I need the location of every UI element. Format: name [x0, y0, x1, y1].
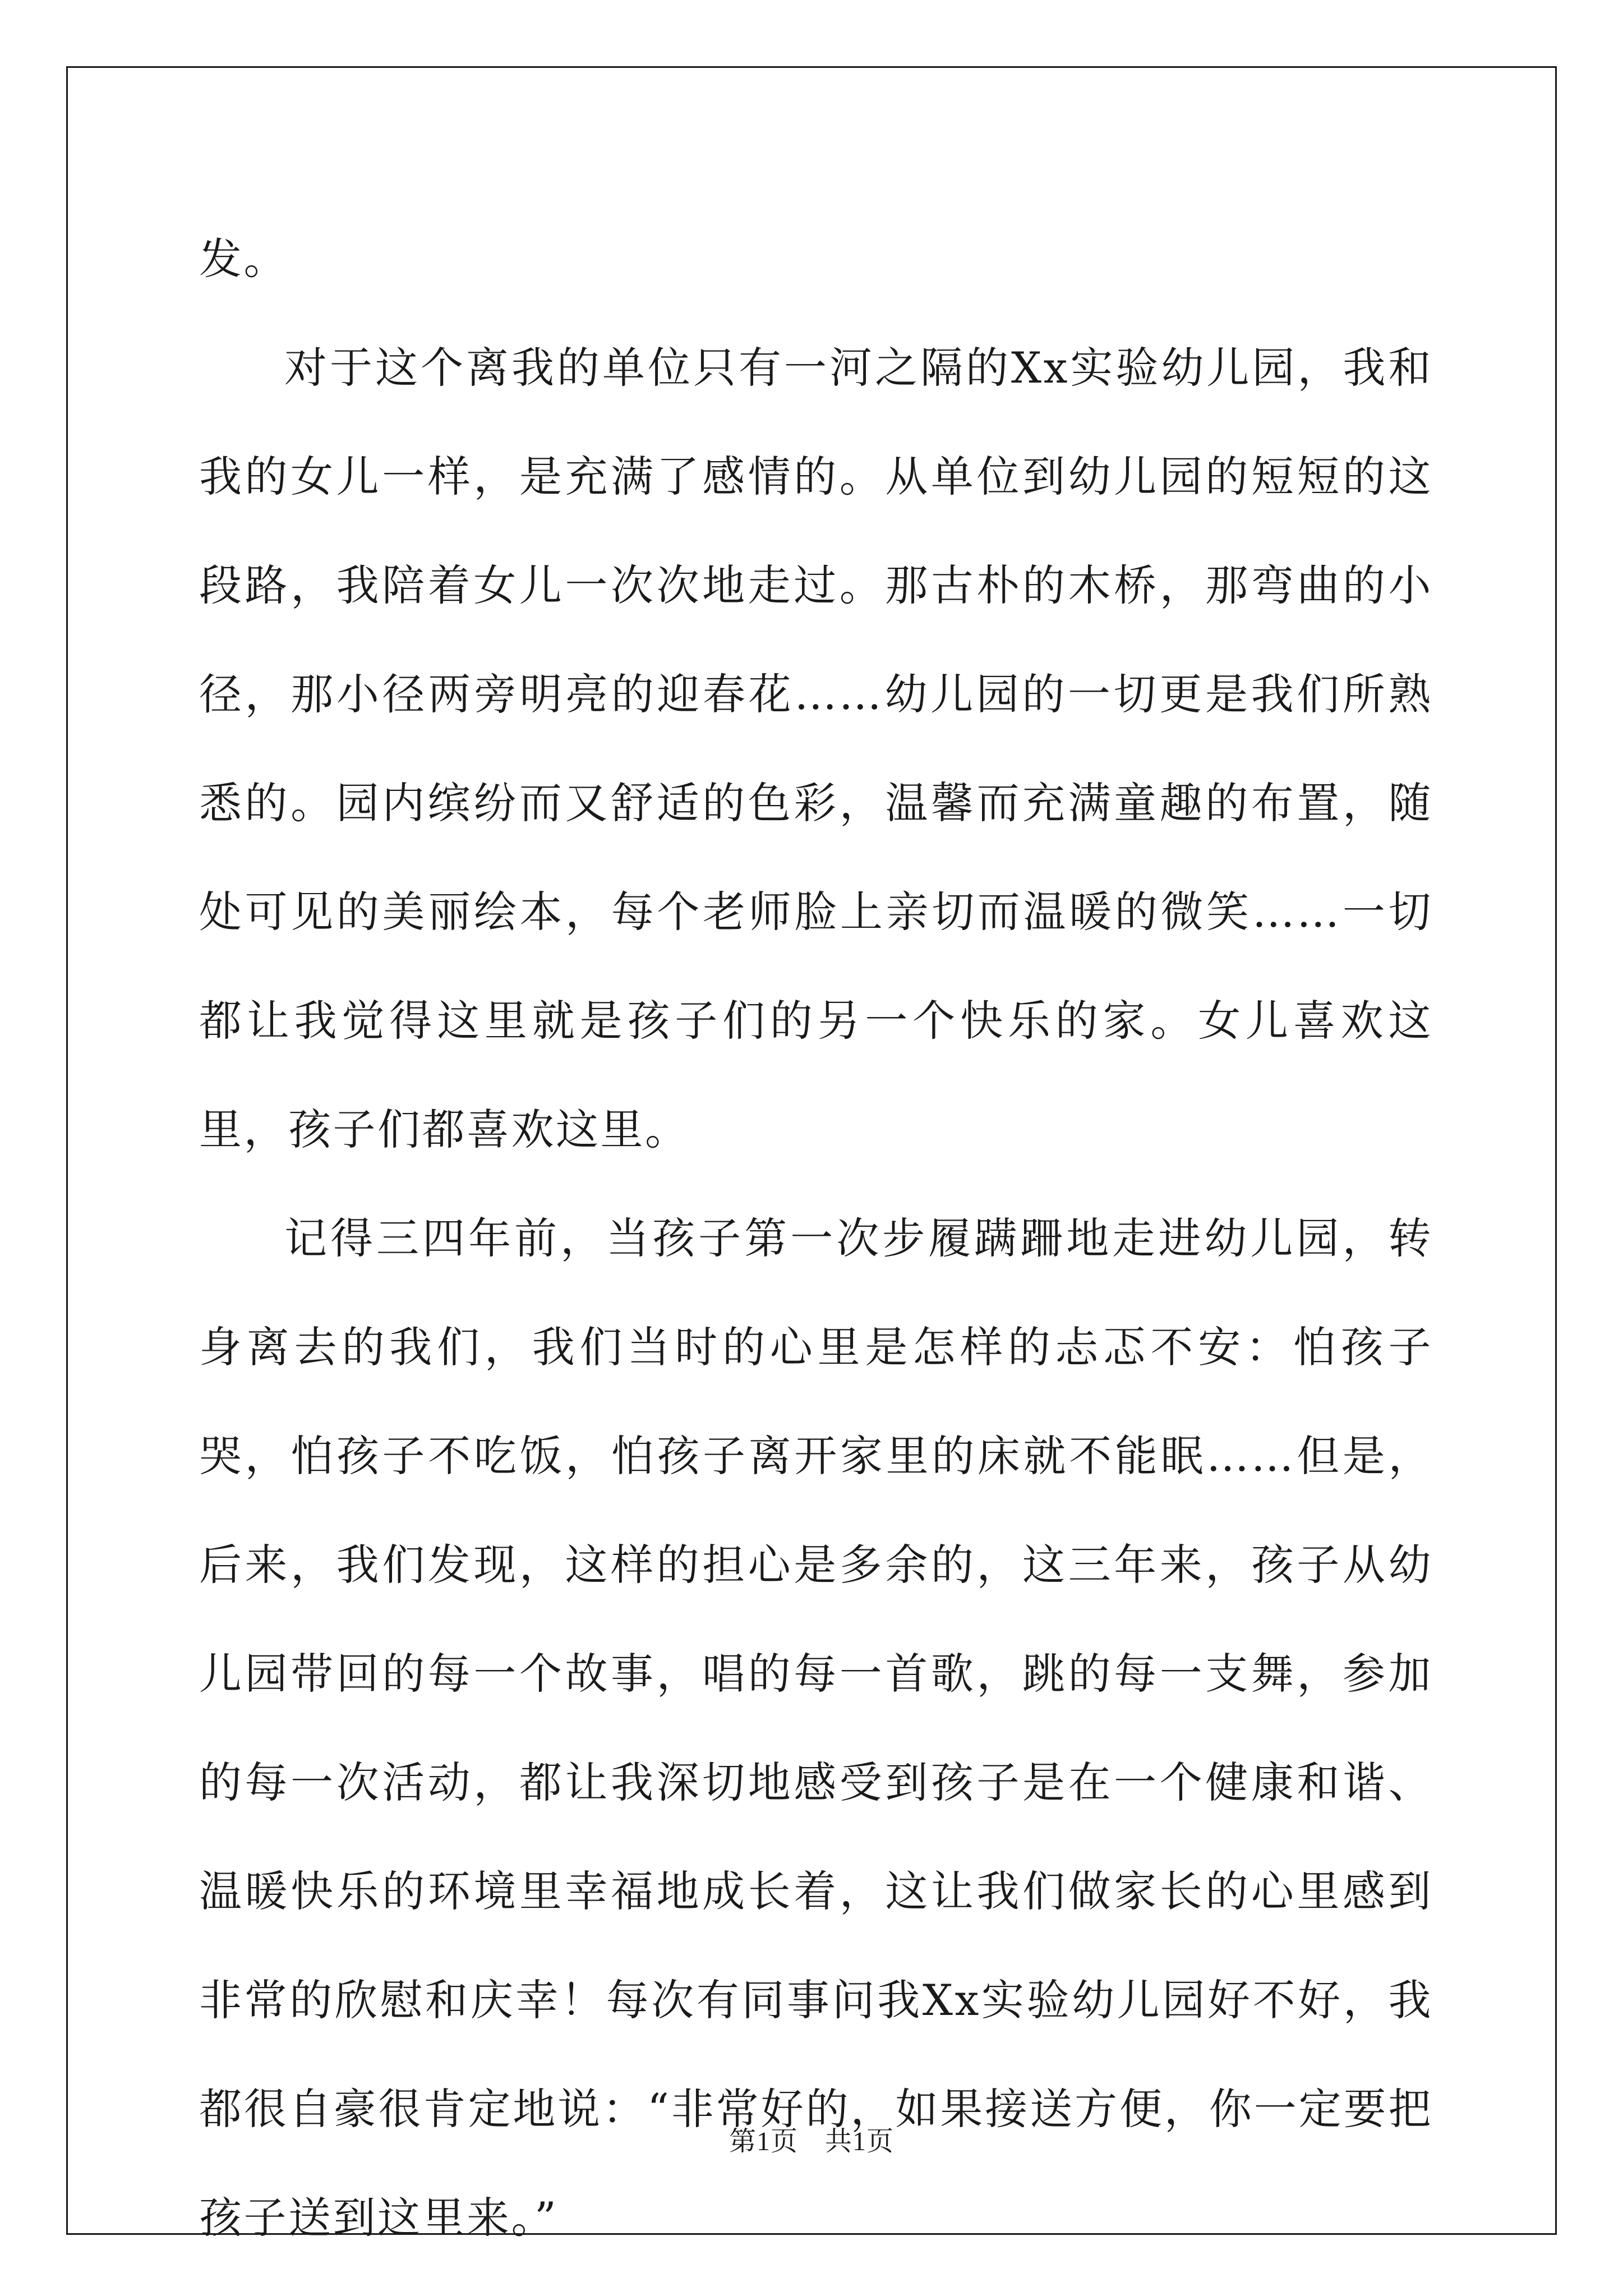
page-number-current: 第1页 — [728, 2127, 798, 2156]
document-body — [199, 205, 1433, 2272]
page-number-total: 共1页 — [825, 2127, 895, 2156]
page-footer — [0, 2119, 1623, 2158]
paragraph-2: 对于这个离我的单位只有一河之隔的Xx实验幼儿园，我和我的女儿一样，是充满了感情的。从单位到幼儿园的短短的这段路，我陪着女儿一次次地走过。那古朴的木桥，那弯曲的小径，那小径两旁明亮的迎春花……幼儿园的一切更是我们所熟悉的。园内缤纷而又舒适的色彩，温馨而充满童趣的布置，随处可见的美丽绘本，每个老师脸上亲切而温暖的微笑……一切都让我觉得这里就是孩子们的另一个快乐的家。女儿喜欢这里，孩子们都喜欢这里。 — [199, 343, 1433, 1154]
paragraph-1: 发。 — [199, 234, 288, 284]
paragraph-3: 记得三四年前，当孩子第一次步履蹒跚地走进幼儿园，转身离去的我们，我们当时的心里是怎样的忐忑不安：怕孩子哭，怕孩子不吃饭，怕孩子离开家里的床就不能眠……但是，后来，我们发现，这样的担心是多余的，这三年来，孩子从幼儿园带回的每一个故事，唱的每一首歌，跳的每一支舞，参加的每一次活动，都让我深切地感受到孩子是在一个健康和谐、温暖快乐的环境里幸福地成长着，这让我们做家长的心里感到非常的欣慰和庆幸！每次有同事问我Xx实验幼儿园好不好，我都很自豪很肯定地说：“非常好的，如果接送方便，你一定要把孩子送到这里来。” — [199, 1213, 1433, 2243]
